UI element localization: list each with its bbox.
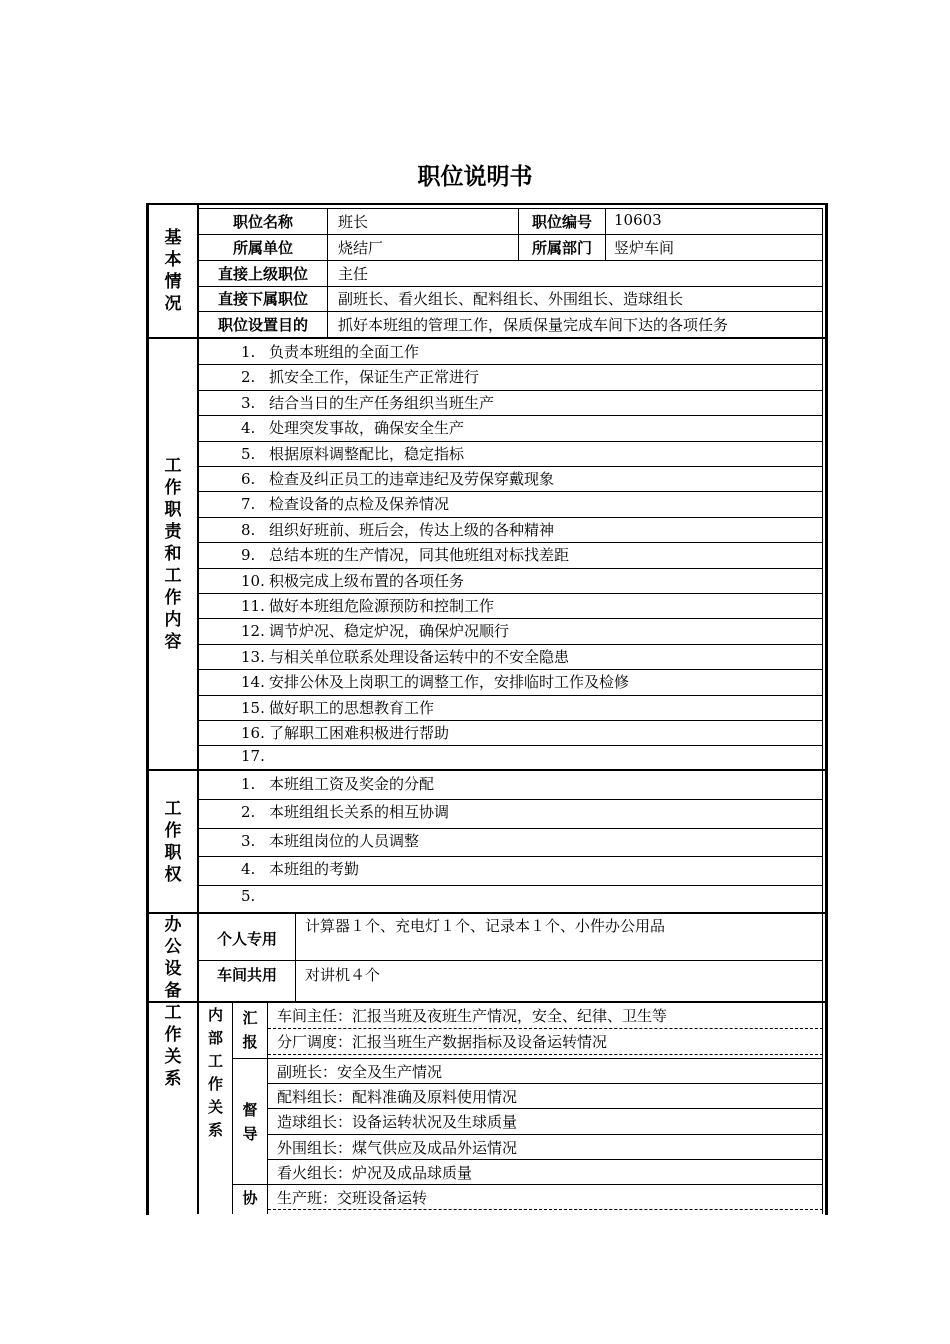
section-relations — [149, 1002, 197, 1089]
authority-number: 3. — [241, 831, 256, 850]
duty-text: 安排公休及上岗职工的调整工作，安排临时工作及检修 — [269, 673, 630, 692]
section-char: 督 — [242, 1101, 258, 1119]
section-char: 工 — [164, 456, 182, 476]
superior-label: 直接上级职位 — [217, 265, 308, 283]
section-char: 系 — [164, 1069, 182, 1089]
section-char: 协 — [242, 1189, 258, 1207]
section-char: 情 — [164, 272, 182, 292]
section-char: 责 — [164, 522, 182, 542]
duty-number: 8. — [241, 520, 256, 539]
section-basic-info — [149, 205, 197, 337]
relation-item: 生产班：交班设备运转 — [277, 1189, 428, 1207]
authority-item — [241, 887, 269, 905]
duty-item — [241, 544, 569, 565]
duty-number: 15. — [241, 698, 265, 717]
section-char: 作 — [207, 1075, 223, 1093]
authority-text: 本班组组长关系的相互协调 — [269, 803, 450, 822]
duty-number: 2. — [241, 368, 256, 387]
duty-text: 调节炉况、稳定炉况，确保炉况顺行 — [269, 622, 510, 641]
job-no-value: 10603 — [614, 211, 662, 229]
relation-item: 看火组长：炉况及成品球质量 — [277, 1163, 473, 1182]
section-char: 内 — [164, 610, 182, 630]
section-char: 内 — [207, 1006, 223, 1024]
duty-text: 负责本班组的全面工作 — [269, 343, 420, 361]
authority-item — [241, 858, 359, 879]
section-char: 导 — [242, 1125, 258, 1143]
authority-item — [241, 773, 434, 794]
duty-item — [241, 417, 464, 438]
section-char: 容 — [164, 632, 182, 652]
duty-item — [241, 747, 269, 765]
duty-text: 做好本班组危险源预防和控制工作 — [269, 597, 495, 615]
section-authority — [149, 771, 197, 912]
section-char: 设 — [164, 958, 182, 979]
section-char: 职 — [164, 500, 182, 520]
section-char: 工 — [164, 798, 182, 819]
relation-item: 车间主任：汇报当班及夜班生产情况，安全、纪律、卫生等 — [277, 1007, 668, 1025]
section-duties — [149, 339, 197, 769]
internal-relations-label — [199, 1004, 232, 1144]
shared-equipment-label: 车间共用 — [216, 966, 277, 984]
authority-item — [241, 801, 449, 822]
section-char: 系 — [207, 1121, 223, 1139]
section-char: 作 — [164, 1025, 182, 1045]
section-char: 权 — [164, 864, 182, 885]
job-name-value: 班长 — [338, 213, 369, 231]
duty-number: 7. — [241, 495, 256, 514]
relation-item: 造球组长：设备运转状况及生球质量 — [277, 1113, 518, 1132]
duty-item — [241, 570, 464, 591]
duty-item — [241, 671, 629, 692]
section-char: 作 — [164, 478, 182, 498]
job-name-label: 职位名称 — [232, 213, 293, 231]
duty-text: 了解职工困难积极进行帮助 — [269, 724, 450, 742]
relation-item: 分厂调度：汇报当班生产数据指标及设备运转情况 — [277, 1033, 608, 1051]
relation-item: 副班长：安全及生产情况 — [277, 1063, 443, 1081]
duty-text: 结合当日的生产任务组织当班生产 — [269, 393, 495, 412]
duty-item — [241, 595, 494, 616]
section-char: 基 — [164, 228, 182, 248]
section-char: 公 — [164, 936, 182, 957]
authority-number: 4. — [241, 860, 256, 879]
authority-number: 2. — [241, 803, 256, 822]
unit-value: 烧结厂 — [338, 239, 384, 257]
shared-equipment-value: 对讲机４个 — [305, 966, 381, 984]
duty-number: 1. — [241, 343, 256, 361]
section-char: 报 — [242, 1033, 258, 1051]
duty-text: 根据原料调整配比，稳定指标 — [269, 444, 465, 463]
duty-text: 检查及纠正员工的违章违纪及劳保穿戴现象 — [269, 470, 555, 488]
relation-item: 配料组长：配料准确及原料使用情况 — [277, 1088, 518, 1107]
purpose-label: 职位设置目的 — [217, 316, 308, 334]
personal-equipment-value: 计算器１个、充电灯１个、记录本１个、小件办公用品 — [305, 917, 666, 935]
section-char: 况 — [164, 294, 182, 314]
duty-number: 12. — [241, 622, 265, 641]
superior-value: 主任 — [338, 265, 369, 283]
duty-item — [241, 493, 449, 514]
section-char: 本 — [164, 250, 182, 270]
coop-label — [233, 1186, 267, 1210]
section-char: 关 — [164, 1047, 182, 1067]
duty-item — [241, 646, 569, 667]
purpose-value: 抓好本班组的管理工作，保质保量完成车间下达的各项任务 — [338, 316, 729, 334]
section-char: 和 — [164, 544, 182, 564]
duty-number: 11. — [241, 597, 265, 615]
job-no-label: 职位编号 — [531, 213, 592, 231]
duty-number: 13. — [241, 647, 265, 666]
dept-value: 竖炉车间 — [614, 239, 675, 257]
duty-item — [241, 697, 434, 718]
section-equipment — [149, 914, 197, 1001]
authority-number: 1. — [241, 775, 256, 793]
duty-item — [241, 392, 494, 413]
duty-text: 处理突发事故，确保安全生产 — [269, 419, 465, 438]
duty-text: 检查设备的点检及保养情况 — [269, 495, 450, 514]
section-char: 部 — [207, 1029, 223, 1047]
authority-text: 本班组的考勤 — [269, 860, 360, 879]
duty-number: 14. — [241, 673, 265, 692]
duty-number: 5. — [241, 444, 256, 463]
authority-item — [241, 830, 419, 851]
duty-item — [241, 620, 509, 641]
duty-text: 组织好班前、班后会，传达上级的各种精神 — [269, 520, 555, 539]
duty-number: 6. — [241, 470, 256, 488]
duty-number: 4. — [241, 419, 256, 438]
personal-equipment-label: 个人专用 — [216, 930, 277, 948]
section-char: 工 — [164, 1003, 182, 1023]
duty-number: 16. — [241, 724, 265, 742]
duty-item — [241, 341, 419, 362]
authority-text: 本班组岗位的人员调整 — [269, 831, 420, 850]
authority-number: 5. — [241, 886, 256, 905]
duty-number: 17. — [241, 747, 265, 766]
duty-item — [241, 468, 554, 489]
duty-text: 抓安全工作，保证生产正常进行 — [269, 368, 480, 387]
duty-text: 积极完成上级布置的各项任务 — [269, 571, 465, 590]
duty-text: 与相关单位联系处理设备运转中的不安全隐患 — [269, 647, 570, 666]
section-char: 办 — [164, 914, 182, 935]
duty-item — [241, 722, 449, 743]
authority-text: 本班组工资及奖金的分配 — [269, 775, 435, 793]
unit-label: 所属单位 — [232, 239, 293, 257]
duty-number: 3. — [241, 393, 256, 412]
duty-item — [241, 443, 464, 464]
duty-number: 9. — [241, 546, 256, 565]
relation-item: 外围组长：煤气供应及成品外运情况 — [277, 1138, 518, 1157]
subordinate-label: 直接下属职位 — [217, 290, 308, 308]
section-char: 备 — [164, 980, 182, 1001]
subordinate-value: 副班长、看火组长、配料组长、外围组长、造球组长 — [338, 290, 684, 308]
report-label — [233, 1004, 267, 1056]
duty-text: 做好职工的思想教育工作 — [269, 698, 435, 717]
section-char: 作 — [164, 820, 182, 841]
section-char: 职 — [164, 842, 182, 863]
duty-item — [241, 366, 479, 387]
section-char: 汇 — [242, 1009, 258, 1027]
supervise-label — [233, 1060, 267, 1184]
page-title: 职位说明书 — [417, 164, 533, 190]
section-char: 关 — [207, 1098, 223, 1116]
section-char: 工 — [164, 566, 182, 586]
section-char: 工 — [207, 1052, 223, 1070]
duty-number: 10. — [241, 571, 265, 590]
duty-item — [241, 519, 554, 540]
section-char: 作 — [164, 588, 182, 608]
dept-label: 所属部门 — [531, 239, 592, 257]
duty-text: 总结本班的生产情况，同其他班组对标找差距 — [269, 546, 570, 565]
